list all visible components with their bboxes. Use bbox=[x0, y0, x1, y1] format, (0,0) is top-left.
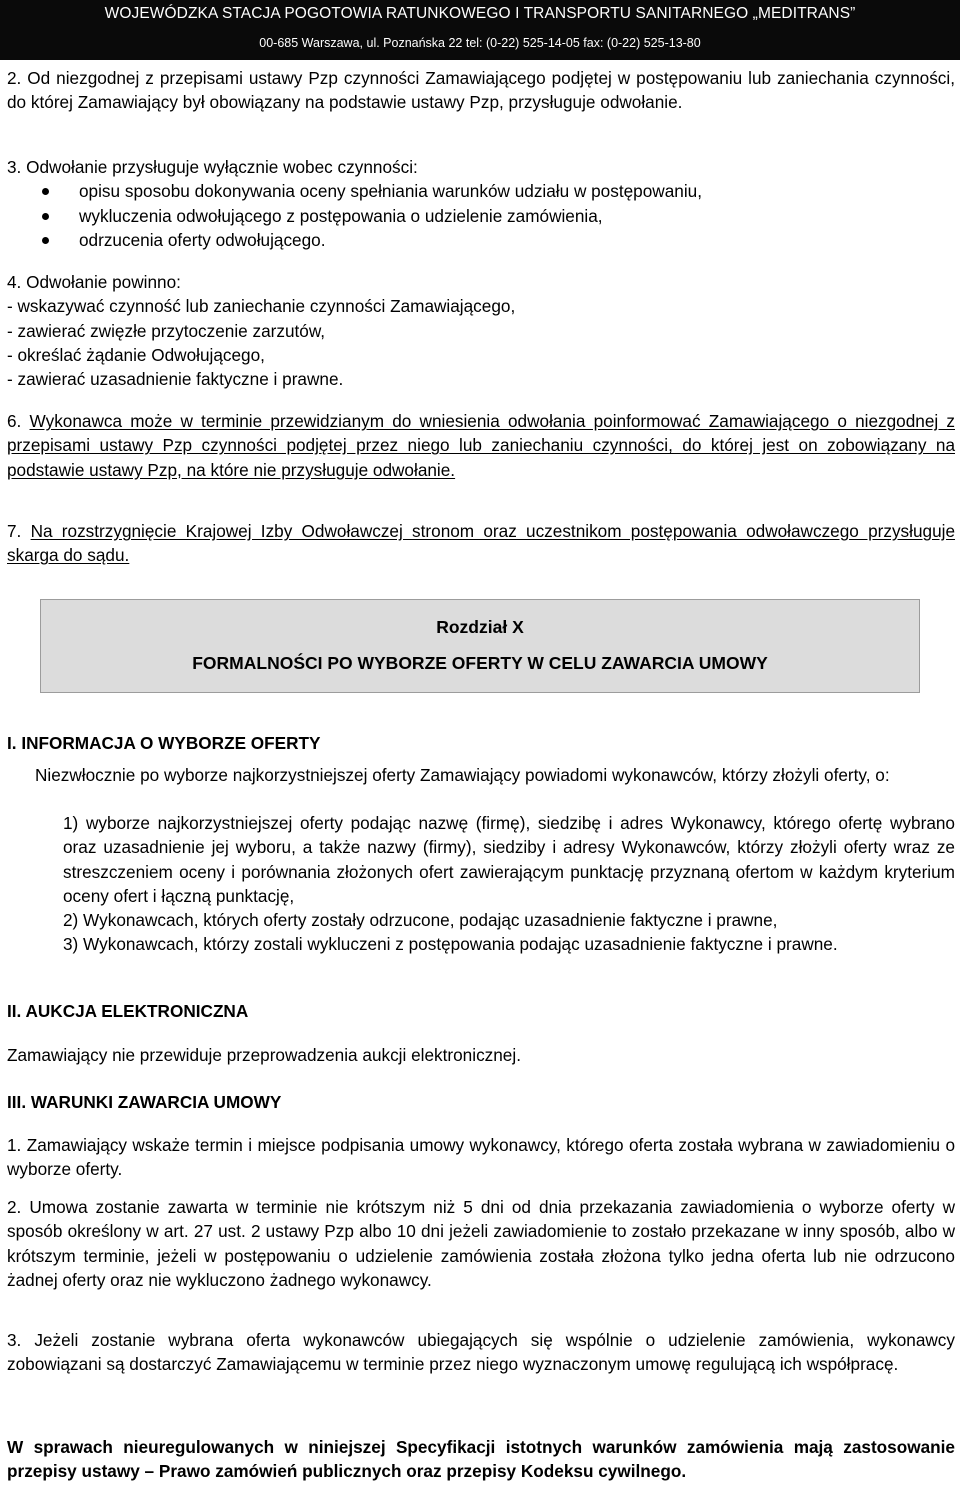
chapter-heading-box bbox=[40, 599, 920, 693]
paragraph-6-text: Wykonawca może w terminie przewidzianym do wniesienia odwołania poinformować Zamawiającego o niezgodnej z przepisami ustawy Pzp czynności podjętej przez niego lub zaniechaniu czynności, do której jest on zobowiązany na podstawie ustawy Pzp, na które nie przysługuje odwołanie. bbox=[7, 411, 955, 480]
paragraph-6 bbox=[7, 409, 955, 482]
paragraph-6-number: 6. bbox=[7, 411, 30, 431]
section-3-paragraph-2: 2. Umowa zostanie zawarta w terminie nie krótszym niż 5 dni od dnia przekazania zawiadomienia o wyborze oferty w sposób określony w art. 27 ust. 2 ustawy Pzp albo 10 dni jeżeli zawiadomienie to zostało przekazane w inny sposób, albo w krótszym terminie, jeżeli w postępowaniu o udzielenie zamówienia została złożona tylko jedna oferta lub nie odrzucono żadnej oferty oraz nie wykluczono żadnego wykonawcy. bbox=[7, 1197, 955, 1290]
paragraph-4 bbox=[7, 270, 955, 391]
header-organization: WOJEWÓDZKA STACJA POGOTOWIA RATUNKOWEGO I TRANSPORTU SANITARNEGO „MEDITRANS” bbox=[104, 5, 856, 22]
section-1-heading: I. INFORMACJA O WYBORZE OFERTY bbox=[7, 733, 321, 753]
paragraph-3 bbox=[7, 155, 955, 252]
bullet-item: odrzucenia oferty odwołującego. bbox=[7, 228, 955, 252]
list-item: 2) Wykonawcach, których oferty zostały odrzucone, podając uzasadnienie faktyczne i prawne, bbox=[63, 910, 778, 931]
dash-item: - zawierać uzasadnienie faktyczne i prawne. bbox=[7, 369, 344, 390]
paragraph-7-text: Na rozstrzygnięcie Krajowej Izby Odwoławczej stronom oraz uczestnikom postępowania odwoławczego przysługuje skarga do sądu. bbox=[7, 521, 956, 566]
dash-item: - zawierać zwięzłe przytoczenie zarzutów, bbox=[7, 320, 326, 341]
bullet-item: wykluczenia odwołującego z postępowania o udzielenie zamówienia, bbox=[7, 204, 955, 228]
section-3-heading: III. WARUNKI ZAWARCIA UMOWY bbox=[7, 1092, 282, 1112]
paragraph-3-intro: 3. Odwołanie przysługuje wyłącznie wobec czynności: bbox=[7, 157, 418, 177]
section-2-heading: II. AUKCJA ELEKTRONICZNA bbox=[7, 1001, 249, 1021]
header-address: 00-685 Warszawa, ul. Poznańska 22 tel: (0-22) 525-14-05 fax: (0-22) 525-13-80 bbox=[259, 36, 701, 50]
section-2-text: Zamawiający nie przewiduje przeprowadzenia aukcji elektronicznej. bbox=[7, 1045, 521, 1065]
section-1-intro: Niezwłocznie po wyborze najkorzystniejszej oferty Zamawiający powiadomi wykonawców, którzy złożyli oferty, o: bbox=[35, 765, 890, 785]
paragraph-7-number: 7. bbox=[7, 521, 31, 541]
section-3-paragraph-1: 1. Zamawiający wskaże termin i miejsce podpisania umowy wykonawcy, którego oferta została wybrana w zawiadomieniu o wyborze oferty. bbox=[7, 1135, 955, 1180]
closing-statement: W sprawach nieuregulowanych w niniejszej Specyfikacji istotnych warunków zamówienia mają zastosowanie przepisy ustawy – Prawo zamówień publicznych oraz przepisy Kodeksu cywilnego. bbox=[7, 1437, 955, 1482]
bullet-item: opisu sposobu dokonywania oceny spełniania warunków udziału w postępowaniu, bbox=[7, 179, 955, 203]
paragraph-7 bbox=[7, 519, 955, 568]
list-item: 3) Wykonawcach, którzy zostali wykluczeni z postępowania podając uzasadnienie faktyczne i prawne. bbox=[63, 934, 838, 955]
list-item: 1) wyborze najkorzystniejszej oferty podając nazwę (firmę), siedzibę i adres Wykonawcy, którego ofertę wybrano oraz uzasadnienie jej wyboru, a także nazwy (firmy), siedziby i adresy Wykonawców, którzy złożyli oferty wraz ze streszczeniem oceny i porównania złożonych ofert zawierającym punktację przyznaną ofertom w każdym kryterium oceny ofert i łączną punktację, bbox=[63, 813, 955, 906]
paragraph-2: 2. Od niezgodnej z przepisami ustawy Pzp czynności Zamawiającego podjętej w postępowaniu lub zaniechania czynności, do której Zamawiający był obowiązany na podstawie ustawy Pzp, przysługuje odwołanie. bbox=[7, 68, 955, 113]
chapter-title: FORMALNOŚCI PO WYBORZE OFERTY W CELU ZAWARCIA UMOWY bbox=[192, 653, 768, 673]
paragraph-4-intro: 4. Odwołanie powinno: bbox=[7, 272, 181, 292]
dash-item: - określać żądanie Odwołującego, bbox=[7, 344, 265, 365]
chapter-number: Rozdział X bbox=[436, 617, 524, 637]
page-header bbox=[0, 0, 960, 60]
dash-item: - wskazywać czynność lub zaniechanie czynności Zamawiającego, bbox=[7, 296, 516, 317]
section-1-list bbox=[35, 811, 955, 957]
section-3-paragraph-3: 3. Jeżeli zostanie wybrana oferta wykonawców ubiegających się wspólnie o udzielenie zamówienia, wykonawcy zobowiązani są dostarczyć Zamawiającemu w terminie przez niego wyznaczonym umowę regulującą ich współpracę. bbox=[7, 1330, 955, 1375]
